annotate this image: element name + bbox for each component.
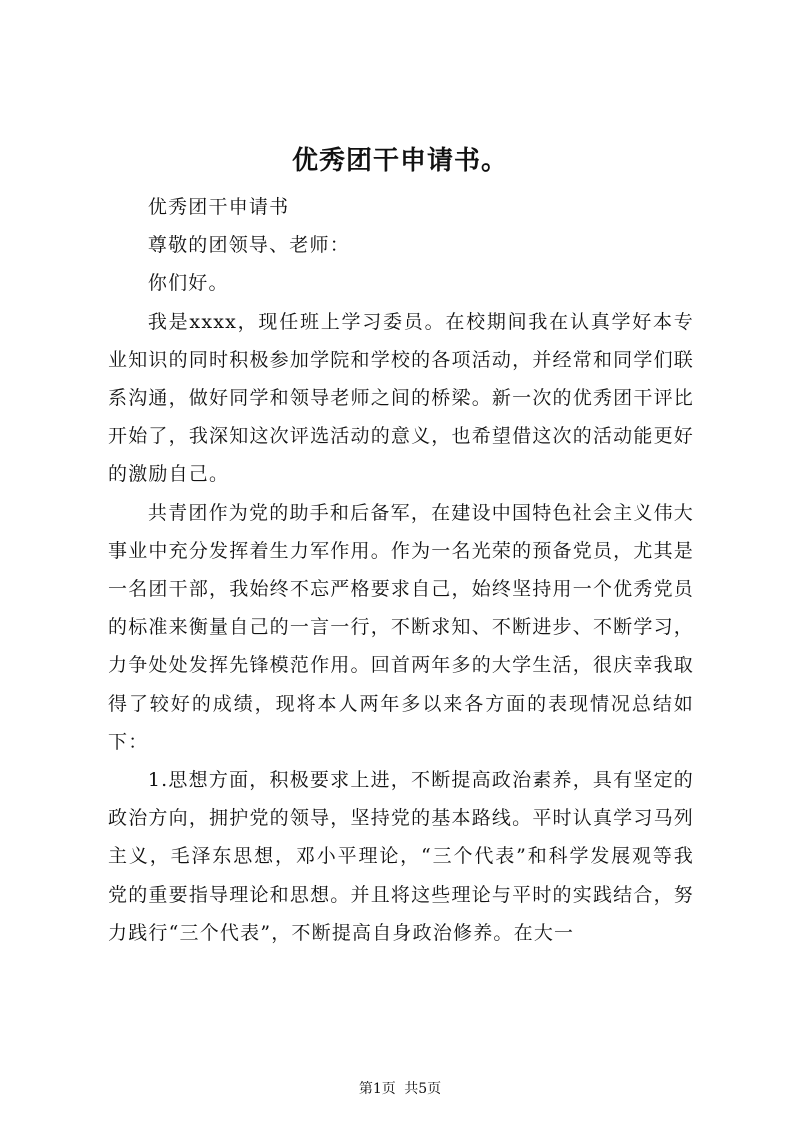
page-number: 第1页 <box>358 1081 396 1097</box>
document-body <box>108 188 694 952</box>
paragraph-ideology: 1.思想方面，积极要求上进，不断提高政治素养，具有坚定的政治方向，拥护党的领导，坚持党的基本路线。平时认真学习马列主义，毛泽东思想，邓小平理论，“三个代表”和科学发展观等我党的重要指导理论和思想。并且将这些理论与平时的实践结合，努力践行“三个代表”，不断提高自身政治修养。在大一 <box>108 769 694 944</box>
paragraph-greeting: 你们好。 <box>147 272 229 295</box>
page-footer <box>0 1078 800 1098</box>
document-title: 优秀团干申请书。 <box>291 146 508 176</box>
paragraph-league-role: 共青团作为党的助手和后备军，在建设中国特色社会主义伟大事业中充分发挥着生力军作用。作为一名光荣的预备党员，尤其是一名团干部，我始终不忘严格要求自己，始终坚持用一个优秀党员的标准来衡量自己的一言一行，不断求知、不断进步、不断学习，力争处处发挥先锋模范作用。回首两年多的大学生活，很庆幸我取得了较好的成绩，现将本人两年多以来各方面的表现情况总结如下： <box>108 501 694 753</box>
paragraph-heading: 优秀团干申请书 <box>147 196 290 218</box>
paragraph-introduction: 我是xxxx，现任班上学习委员。在校期间我在认真学好本专业知识的同时积极参加学院和学校的各项活动，并经常和同学们联系沟通，做好同学和领导老师之间的桥梁。新一次的优秀团干评比开始了，我深知这次评选活动的意义，也希望借这次的活动能更好的激励自己。 <box>108 310 694 486</box>
page-total: 共5页 <box>404 1081 442 1097</box>
paragraph-salutation: 尊敬的团领导、老师： <box>147 234 350 257</box>
